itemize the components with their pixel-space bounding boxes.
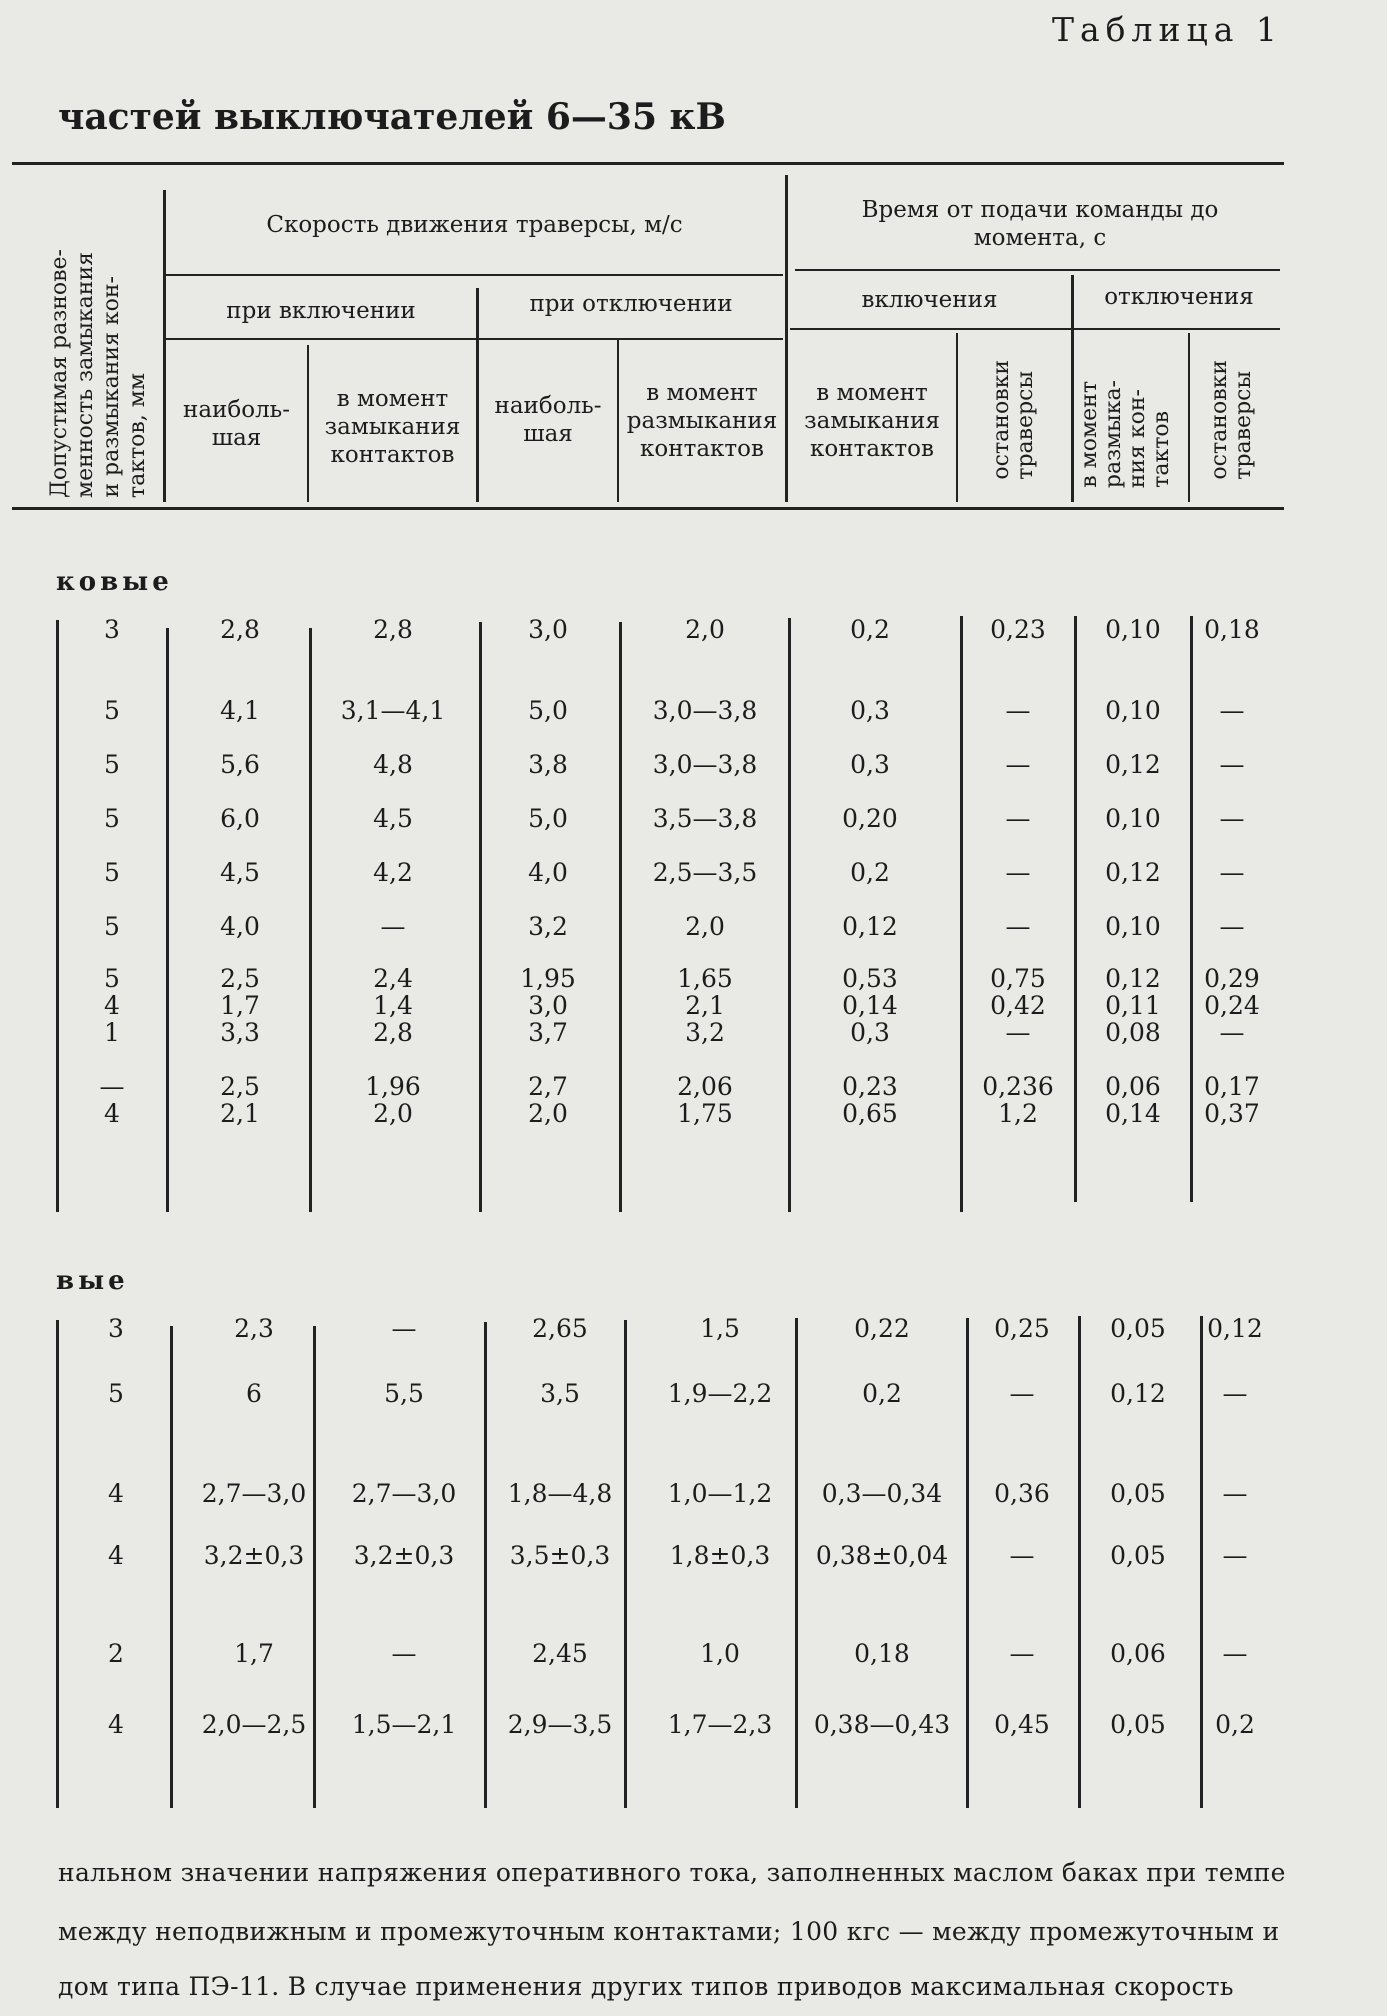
cell-time-stop-on: — xyxy=(1005,696,1031,725)
col-header-max-on: наиболь- шая xyxy=(183,397,290,451)
cell-time-close: 0,2 xyxy=(850,615,890,644)
col-header-time-stop-on xyxy=(958,340,1071,502)
body-divider xyxy=(619,622,622,1212)
cell-time-stop-off: — xyxy=(1222,1639,1248,1668)
cell-closing-moment: — xyxy=(391,1639,417,1668)
cell-time-open: 0,12 xyxy=(1105,750,1161,779)
cell-closing-moment: 3,2±0,3 xyxy=(353,1541,455,1570)
cell-time-close: 0,38±0,04 xyxy=(815,1541,949,1570)
cell-closing-moment: 2,8 xyxy=(373,615,413,644)
cell-time-close: 0,3 xyxy=(850,696,890,725)
cell-max-on: 5,6 xyxy=(220,750,260,779)
cell-closing-moment: 1,96 2,0 xyxy=(365,1072,421,1128)
cell-time-open: 0,12 xyxy=(1105,858,1161,887)
cell-max-on: 1,7 xyxy=(234,1639,274,1668)
cell-opening-moment: 2,5—3,5 xyxy=(652,858,758,887)
cell-time-stop-off: — xyxy=(1219,696,1245,725)
col-header-time-stop-on-line-1: остановки xyxy=(989,360,1014,480)
hdr-rule xyxy=(790,328,1280,330)
cell-closing-moment: 4,8 xyxy=(373,750,413,779)
footnote-line-1: нальном значении напряжения оперативного тока, заполненных маслом баках при темпе xyxy=(58,1858,1286,1887)
header-bottom-rule xyxy=(12,507,1284,510)
cell-time-stop-on: 0,25 xyxy=(994,1314,1050,1343)
cell-max-off: 4,0 xyxy=(528,858,568,887)
col-header-time-stop-on-line-2: траверсы xyxy=(1013,371,1038,480)
cell-tolerance: 4 xyxy=(108,1479,124,1508)
cell-time-stop-off: 0,17 0,37 xyxy=(1204,1072,1260,1128)
hdr-rule xyxy=(166,338,783,340)
cell-time-close: 0,18 xyxy=(854,1639,910,1668)
cell-closing-moment: 4,5 xyxy=(373,804,413,833)
cell-max-on: 2,8 xyxy=(220,615,260,644)
cell-time-stop-off: 0,2 xyxy=(1215,1710,1255,1739)
col-header-tolerance-line-2: менность замыкания xyxy=(73,252,98,498)
col-header-tolerance-line-3: и размыкания кон- xyxy=(99,276,124,498)
col-header-time-open xyxy=(1074,340,1188,502)
cell-time-stop-off: — xyxy=(1219,750,1245,779)
cell-max-on: 3,2±0,3 xyxy=(203,1541,305,1570)
cell-time-close: 0,53 0,14 0,3 xyxy=(842,964,898,1047)
col-group-speed-on: при включении xyxy=(226,298,416,324)
cell-time-stop-off: — xyxy=(1222,1379,1248,1408)
cell-time-stop-off: — xyxy=(1219,804,1245,833)
cell-time-stop-off: 0,18 xyxy=(1204,615,1260,644)
cell-opening-moment: 1,9—2,2 xyxy=(667,1379,773,1408)
cell-max-off: 1,95 3,0 3,7 xyxy=(520,964,576,1047)
cell-opening-moment: 1,65 2,1 3,2 xyxy=(677,964,733,1047)
footnote-line-3: дом типа ПЭ-11. В случае применения других типов приводов максимальная скорость xyxy=(58,1972,1234,2001)
col-header-tolerance-line-4: тактов, мм xyxy=(125,372,150,498)
cell-max-off: 2,45 xyxy=(532,1639,588,1668)
cell-time-open: 0,12 xyxy=(1110,1379,1166,1408)
cell-max-off: 5,0 xyxy=(528,696,568,725)
cell-time-close: 0,12 xyxy=(842,912,898,941)
cell-time-open: 0,10 xyxy=(1105,696,1161,725)
cell-max-off: 3,2 xyxy=(528,912,568,941)
cell-closing-moment: 3,1—4,1 xyxy=(340,696,446,725)
cell-tolerance: 5 xyxy=(104,696,120,725)
cell-time-stop-off: — xyxy=(1222,1541,1248,1570)
cell-time-open: 0,05 xyxy=(1110,1479,1166,1508)
cell-max-on: 2,0—2,5 xyxy=(201,1710,307,1739)
cell-max-on: 4,1 xyxy=(220,696,260,725)
cell-time-open: 0,06 0,14 xyxy=(1105,1072,1161,1128)
cell-max-on: 6 xyxy=(246,1379,262,1408)
cell-time-stop-on: — xyxy=(1005,858,1031,887)
col-header-time-open-line-4: тактов xyxy=(1149,411,1174,488)
cell-closing-moment: 1,5—2,1 xyxy=(351,1710,457,1739)
cell-tolerance: 4 xyxy=(108,1541,124,1570)
cell-opening-moment: 3,0—3,8 xyxy=(652,750,758,779)
cell-opening-moment: 3,0—3,8 xyxy=(652,696,758,725)
cell-tolerance: 4 xyxy=(108,1710,124,1739)
cell-tolerance: 3 xyxy=(104,615,120,644)
body-divider xyxy=(1078,1316,1081,1808)
cell-max-off: 2,9—3,5 xyxy=(507,1710,613,1739)
cell-max-on: 2,7—3,0 xyxy=(201,1479,307,1508)
hdr-rule xyxy=(166,274,783,276)
col-header-time-open-line-1: в момент xyxy=(1077,381,1102,488)
cell-closing-moment: — xyxy=(380,912,406,941)
cell-max-off: 3,0 xyxy=(528,615,568,644)
cell-time-close: 0,2 xyxy=(862,1379,902,1408)
cell-time-close: 0,20 xyxy=(842,804,898,833)
cell-closing-moment: 2,4 1,4 2,8 xyxy=(373,964,413,1047)
cell-max-off: 1,8—4,8 xyxy=(507,1479,613,1508)
col-header-time-stop-off-line-1: остановки xyxy=(1207,360,1232,480)
cell-time-stop-on: 0,236 1,2 xyxy=(982,1072,1054,1128)
cell-tolerance: — 4 xyxy=(99,1072,125,1128)
col-header-closing-moment: в момент замыкания контактов xyxy=(324,386,461,468)
cell-max-on: 2,5 1,7 3,3 xyxy=(220,964,260,1047)
cell-time-open: 0,10 xyxy=(1105,912,1161,941)
cell-time-close: 0,38—0,43 xyxy=(813,1710,951,1739)
col-header-max-off: наиболь- шая xyxy=(494,393,602,447)
col-header-tolerance xyxy=(46,190,166,500)
cell-opening-moment: 1,0 xyxy=(700,1639,740,1668)
cell-closing-moment: 4,2 xyxy=(373,858,413,887)
cell-tolerance: 5 xyxy=(104,858,120,887)
cell-time-stop-off: 0,29 0,24 — xyxy=(1204,964,1260,1047)
cell-max-off: 3,5±0,3 xyxy=(509,1541,611,1570)
cell-time-close: 0,3—0,34 xyxy=(821,1479,943,1508)
cell-time-stop-on: — xyxy=(1005,750,1031,779)
table-number-label: Таблица 1 xyxy=(1052,10,1283,49)
cell-time-open: 0,10 xyxy=(1105,615,1161,644)
cell-max-on: 4,0 xyxy=(220,912,260,941)
cell-max-on: 2,5 2,1 xyxy=(220,1072,260,1128)
cell-time-stop-on: 0,36 xyxy=(994,1479,1050,1508)
cell-time-stop-on: 0,23 xyxy=(990,615,1046,644)
cell-max-off: 3,5 xyxy=(540,1379,580,1408)
cell-time-stop-on: — xyxy=(1005,804,1031,833)
cell-tolerance: 5 4 1 xyxy=(104,964,120,1047)
col-header-time-open-line-3: ния кон- xyxy=(1125,388,1150,488)
section-1-label: ковые xyxy=(56,567,173,597)
cell-time-open: 0,05 xyxy=(1110,1541,1166,1570)
cell-tolerance: 5 xyxy=(104,750,120,779)
col-header-time-open-line-2: размыка- xyxy=(1101,379,1126,488)
cell-closing-moment: — xyxy=(391,1314,417,1343)
cell-time-stop-on: 0,75 0,42 — xyxy=(990,964,1046,1047)
cell-time-stop-on: — xyxy=(1005,912,1031,941)
cell-max-off: 2,65 xyxy=(532,1314,588,1343)
cell-opening-moment: 2,0 xyxy=(685,912,725,941)
cell-time-open: 0,10 xyxy=(1105,804,1161,833)
cell-max-off: 5,0 xyxy=(528,804,568,833)
col-group-time-off: отключения xyxy=(1104,284,1254,310)
col-header-time-close: в момент замыкания контактов xyxy=(804,380,940,462)
cell-opening-moment: 2,0 xyxy=(685,615,725,644)
cell-tolerance: 5 xyxy=(108,1379,124,1408)
cell-max-off: 3,8 xyxy=(528,750,568,779)
cell-opening-moment: 2,06 1,75 xyxy=(677,1072,733,1128)
cell-time-stop-on: — xyxy=(1009,1639,1035,1668)
cell-time-stop-off: 0,12 xyxy=(1207,1314,1263,1343)
cell-tolerance: 2 xyxy=(108,1639,124,1668)
cell-time-close: 0,22 xyxy=(854,1314,910,1343)
cell-time-close: 0,3 xyxy=(850,750,890,779)
cell-time-open: 0,06 xyxy=(1110,1639,1166,1668)
footnote-line-2: между неподвижным и промежуточным контактами; 100 кгс — между промежуточным и xyxy=(58,1917,1280,1946)
cell-opening-moment: 3,5—3,8 xyxy=(652,804,758,833)
col-group-speed-off: при отключении xyxy=(529,291,733,317)
cell-closing-moment: 2,7—3,0 xyxy=(351,1479,457,1508)
col-header-time-stop-off-line-2: траверсы xyxy=(1231,371,1256,480)
col-header-opening-moment: в момент размыкания контактов xyxy=(626,380,778,462)
body-divider xyxy=(56,1320,59,1808)
cell-time-close: 0,23 0,65 xyxy=(842,1072,898,1128)
col-group-time: Время от подачи команды до момента, с xyxy=(861,197,1219,251)
cell-time-stop-on: — xyxy=(1009,1379,1035,1408)
col-group-speed: Скорость движения траверсы, м/с xyxy=(266,212,683,238)
cell-max-off: 2,7 2,0 xyxy=(528,1072,568,1128)
cell-opening-moment: 1,5 xyxy=(700,1314,740,1343)
cell-opening-moment: 1,0—1,2 xyxy=(667,1479,773,1508)
section-2-label: вые xyxy=(56,1266,129,1296)
cell-time-open: 0,05 xyxy=(1110,1314,1166,1343)
cell-time-stop-on: — xyxy=(1009,1541,1035,1570)
header-top-rule xyxy=(12,162,1284,165)
cell-time-stop-off: — xyxy=(1222,1479,1248,1508)
col-header-time-stop-off xyxy=(1190,340,1284,502)
table-title: частей выключателей 6—35 кВ xyxy=(58,96,726,138)
cell-time-open: 0,12 0,11 0,08 xyxy=(1105,964,1161,1047)
cell-max-on: 2,3 xyxy=(234,1314,274,1343)
hdr-rule xyxy=(795,269,1280,271)
cell-time-stop-off: — xyxy=(1219,912,1245,941)
cell-closing-moment: 5,5 xyxy=(384,1379,424,1408)
col-group-time-on: включения xyxy=(861,287,998,313)
cell-max-on: 4,5 xyxy=(220,858,260,887)
col-header-tolerance-line-1: Допустимая разнове- xyxy=(47,249,72,498)
cell-tolerance: 3 xyxy=(108,1314,124,1343)
cell-max-on: 6,0 xyxy=(220,804,260,833)
cell-time-close: 0,2 xyxy=(850,858,890,887)
cell-opening-moment: 1,8±0,3 xyxy=(669,1541,771,1570)
cell-time-stop-off: — xyxy=(1219,858,1245,887)
cell-tolerance: 5 xyxy=(104,804,120,833)
cell-tolerance: 5 xyxy=(104,912,120,941)
cell-time-open: 0,05 xyxy=(1110,1710,1166,1739)
cell-time-stop-on: 0,45 xyxy=(994,1710,1050,1739)
cell-opening-moment: 1,7—2,3 xyxy=(667,1710,773,1739)
